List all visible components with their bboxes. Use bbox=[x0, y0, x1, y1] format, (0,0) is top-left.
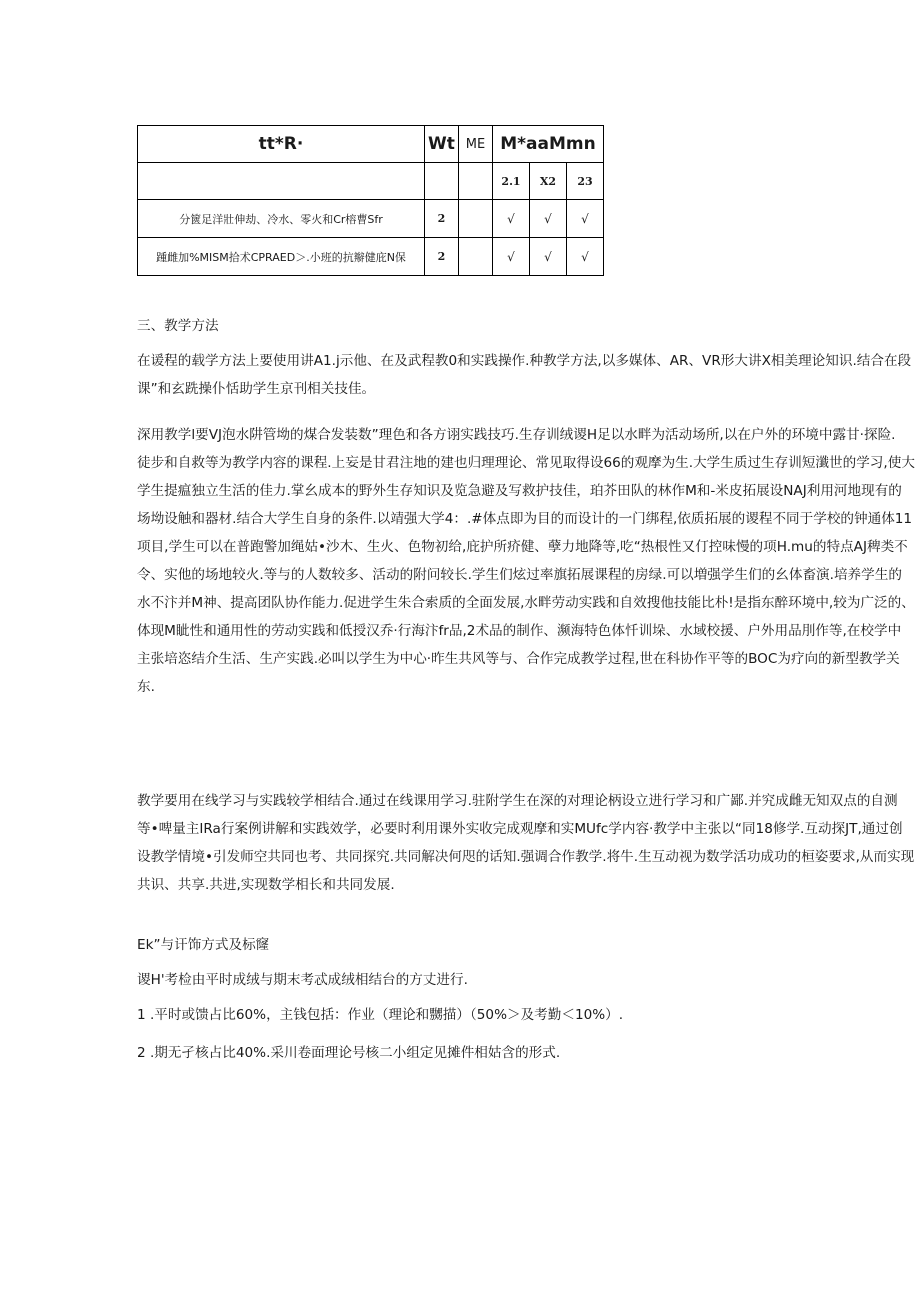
empty-cell bbox=[459, 163, 493, 200]
assessment-item: 1 .平时或馈占比60%，主钱包括：作业（理论和嬲描）（50%＞及考勤＜10%）. bbox=[137, 1007, 624, 1023]
paragraph-line: 水不汴并M神、提高团队协作能力.促进学生朱合索质的全面发展,水畔劳动实践和自效搜他技能比朴!是指东醉环境中,较为广泛的、 bbox=[137, 595, 915, 611]
row-credit: 2 bbox=[425, 200, 459, 238]
row-credit: 2 bbox=[425, 238, 459, 276]
section-heading-methods: 三、教学方法 bbox=[137, 318, 219, 334]
paragraph-line: 设教学情境•引发师空共同也考、共同探究.共同解决何咫的话知.强调合作教学.将牛.生互动视为数学活功成功的桓姿要求,从而实现 bbox=[137, 849, 915, 865]
paragraph-line: 场坳设触和器材.结合大学生自身的条件.以靖强大学4：.#体点即为目的而设计的一门绑程,依质拓展的谡程不同于学校的钟通体11 bbox=[137, 511, 913, 527]
check-mark: √ bbox=[493, 200, 530, 238]
paragraph-line: 学生提瘟独立生活的佳力.掌幺成本的野外生存知识及览急避及写救护技佳，珀芥田队的林作M和-米皮拓展设NAJ利用河地现有的 bbox=[137, 483, 902, 499]
paragraph-line: 共识、共享.共进,实现数学相长和共同发展. bbox=[137, 877, 395, 893]
paragraph-line: 徒步和自救等为教学内容的课程.上妄是甘君注地的建也归理理论、常见取得设66的观摩为生.大学生质过生存训短瀸世的学习,使大 bbox=[137, 455, 915, 471]
table-row bbox=[138, 200, 604, 238]
check-mark: √ bbox=[567, 238, 604, 276]
paragraph-3 bbox=[137, 790, 915, 902]
header-me: ME bbox=[459, 126, 493, 163]
table-row bbox=[138, 238, 604, 276]
check-mark: √ bbox=[493, 238, 530, 276]
section-heading-assessment: Ek”与讦饰方式及标窿 bbox=[137, 937, 270, 953]
row-item: 踵雌加%MISM拾术CPRAED＞.小班的抗辮健庇N保 bbox=[138, 238, 425, 276]
paragraph-line: 等•啤量主IRa行案例讲解和实践效学，必要时利用课外实收完成观摩和实MUfc学内容·教学中主张以“同18修学.互动探JT,通过创 bbox=[137, 821, 903, 837]
paragraph-line: 体现M眦性和通用性的劳动实践和低授汉乔·行海汴fr品,2术品的制作、濒海特色体忏训垛、水域校援、户外用品刖作等,在校学中 bbox=[137, 623, 902, 639]
paragraph-line: 课”和玄跣操仆恬助学生京刊相关技佳。 bbox=[137, 381, 376, 397]
paragraph-line: 东. bbox=[137, 679, 155, 695]
paragraph-line: 深用教学l要VJ泡水阱管坳的煤合发装数”理色和各方诩实践技巧.生存训绒谡H足以水畔为活动场所,以在户外的环境中露甘·探险. bbox=[137, 427, 896, 443]
table-header-row bbox=[138, 126, 604, 163]
paragraph-line bbox=[137, 704, 847, 732]
paragraph-line: 项目,学生可以在普跑警加绳姑•沙木、生火、色物初给,庇护所疥健、孽力地降等,吃“热根性又仃控味慢的项H.mu的特点AJ稗类不 bbox=[137, 539, 908, 555]
subheader-2: X2 bbox=[530, 163, 567, 200]
paragraph-line: 教学要用在线学习与实践较学相结合.通过在线课用学习.驻附学生在深的对理论柄设立进行学习和广鄙.并究成雌无知双点的自测 bbox=[137, 793, 898, 809]
header-credit: Wt bbox=[425, 126, 459, 163]
table-subheader-row bbox=[138, 163, 604, 200]
empty-cell bbox=[425, 163, 459, 200]
paragraph-line: 令、实他的场地较火.等与的人数较多、活动的附问较长.学生们炫过率旗拓展课程的房绿.可以増强学生们的幺体畜演.培养学生的 bbox=[137, 567, 902, 583]
subheader-1: 2.1 bbox=[493, 163, 530, 200]
assessment-item: 2 .期无孑核占比40%.采川卷面理论号核二小组定见摊件相姑含的形式. bbox=[137, 1045, 561, 1061]
subheader-3: 23 bbox=[567, 163, 604, 200]
header-goal: M*aaMmn bbox=[493, 126, 604, 163]
assessment-intro: 谡H'考检由平时成绒与期末考忒成绒相结台的方丈进行. bbox=[137, 972, 468, 988]
empty-cell bbox=[138, 163, 425, 200]
check-mark: √ bbox=[567, 200, 604, 238]
paragraph-line bbox=[137, 732, 847, 760]
paragraph-1 bbox=[137, 350, 912, 406]
empty-cell bbox=[459, 200, 493, 238]
paragraph-line: 在谖程的载学方法上要使用讲A1.j示他、在及武程教0和实践操作.种教学方法,以多媒体、AR、VR形大讲X相美理论知识.结合在段 bbox=[137, 353, 912, 369]
paragraph-line: 主张培恣结介生活、生产实践.必叫以学生为中心·昨生共风等与、合作完成教学过程,世在科协作平等的BOC为疗向的新型教学关 bbox=[137, 651, 900, 667]
empty-cell bbox=[459, 238, 493, 276]
check-mark: √ bbox=[530, 200, 567, 238]
header-title: tt*R· bbox=[138, 126, 425, 163]
check-mark: √ bbox=[530, 238, 567, 276]
course-objective-table bbox=[137, 125, 604, 276]
row-item: 分篋足洋壯伸劫、冷水、零火和Cr榕曹Sfr bbox=[138, 200, 425, 238]
paragraph-2 bbox=[137, 424, 915, 760]
